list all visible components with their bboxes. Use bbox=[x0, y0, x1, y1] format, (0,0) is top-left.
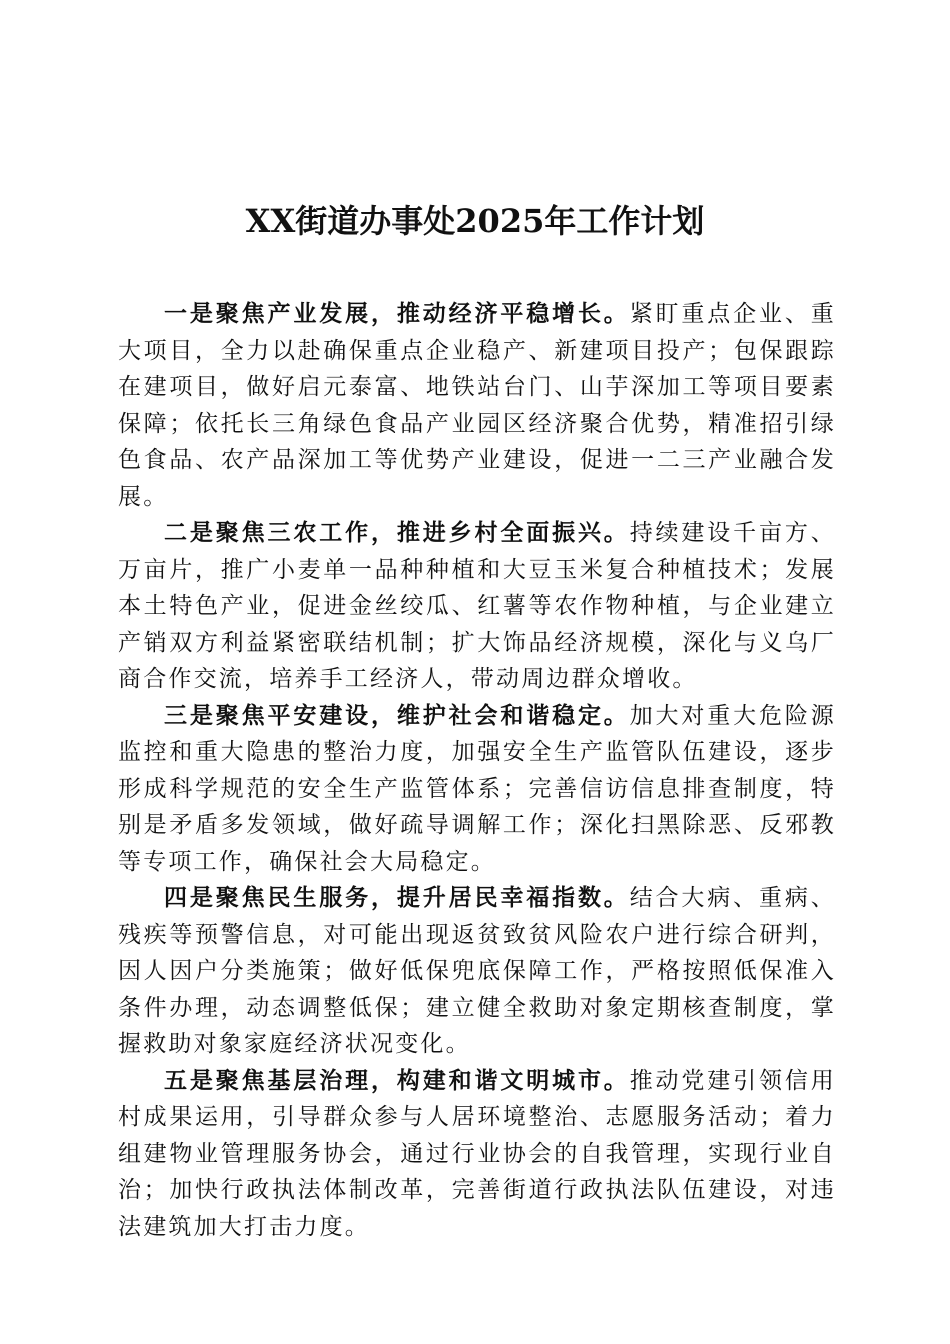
paragraph-agriculture bbox=[118, 515, 836, 698]
paragraph-lead: 二是聚焦三农工作，推进乡村全面振兴。 bbox=[164, 520, 630, 546]
paragraph-lead: 三是聚焦平安建设，维护社会和谐稳定。 bbox=[164, 702, 630, 729]
paragraph-text: 加大对重大危险源监控和重大隐患的整治力度，加强安全生产监管队伍建设，逐步形成科学规范的安全生产监管体系；完善信访信息排查制度，特别是矛盾多发领域，做好疏导调解工作；深化扫黑除恶、反邪教等专项工作，确保社会大局稳定。 bbox=[118, 702, 836, 875]
paragraph-governance bbox=[118, 1063, 836, 1246]
paragraph-text: 紧盯重点企业、重大项目，全力以赴确保重点企业稳产、新建项目投产；包保跟踪在建项目，做好启元泰富、地铁站台门、山芋深加工等项目要素保障；依托长三角绿色食品产业园区经济聚合优势，精准招引绿色食品、农产品深加工等优势产业建设，促进一二三产业融合发展。 bbox=[118, 301, 836, 510]
paragraph-industry bbox=[118, 296, 836, 515]
document-body bbox=[118, 296, 836, 1245]
paragraph-livelihood bbox=[118, 880, 836, 1063]
paragraph-lead: 四是聚焦民生服务，提升居民幸福指数。 bbox=[164, 885, 630, 911]
page-title: XX街道办事处2025年工作计划 bbox=[245, 202, 705, 240]
paragraph-text: 结合大病、重病、残疾等预警信息，对可能出现返贫致贫风险农户进行综合研判，因人因户分类施策；做好低保兜底保障工作，严格按照低保准入条件办理，动态调整低保；建立健全救助对象定期核查制度，掌握救助对象家庭经济状况变化。 bbox=[118, 885, 836, 1057]
paragraph-text: 持续建设千亩方、万亩片，推广小麦单一品种种植和大豆玉米复合种植技术；发展本土特色产业，促进金丝绞瓜、红薯等农作物种植，与企业建立产销双方利益紧密联结机制；扩大饰品经济规模，深化与义乌厂商合作交流，培养手工经济人，带动周边群众增收。 bbox=[118, 520, 836, 692]
paragraph-safety bbox=[118, 698, 836, 881]
paragraph-text: 推动党建引领信用村成果运用，引导群众参与人居环境整治、志愿服务活动；着力组建物业管理服务协会，通过行业协会的自我管理，实现行业自治；加快行政执法体制改革，完善街道行政执法队伍建设，对违法建筑加大打击力度。 bbox=[118, 1067, 836, 1240]
paragraph-lead: 一是聚焦产业发展，推动经济平稳增长。 bbox=[164, 301, 630, 327]
paragraph-lead: 五是聚焦基层治理，构建和谐文明城市。 bbox=[164, 1067, 630, 1094]
